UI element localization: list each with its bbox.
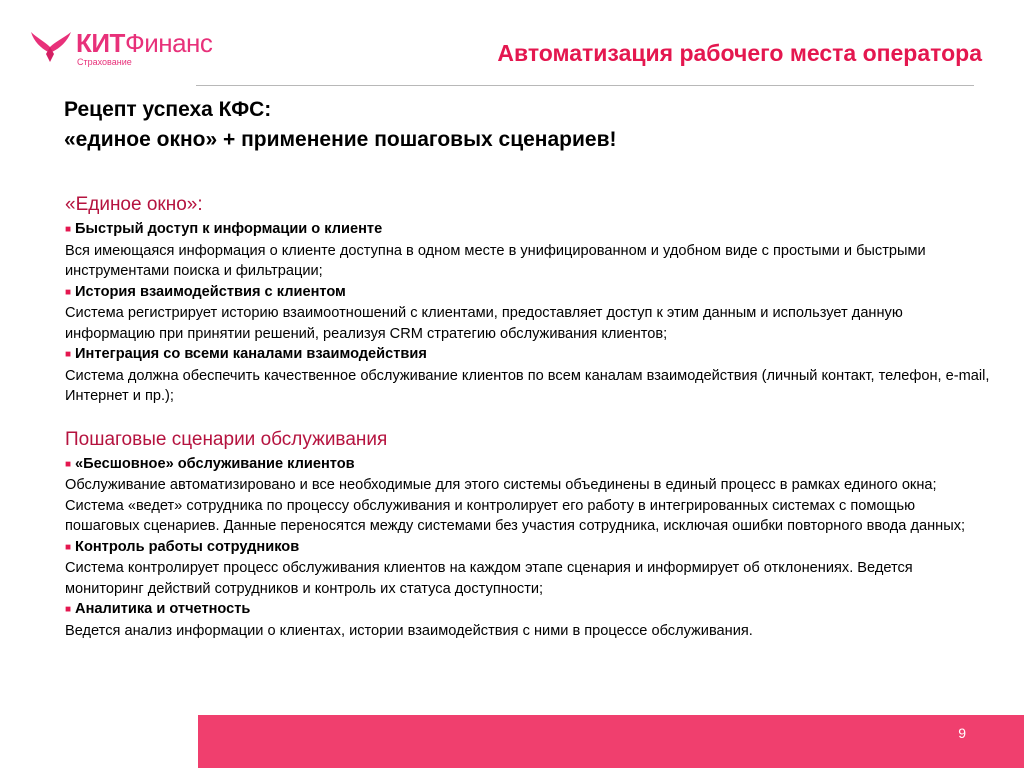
title-divider	[196, 85, 974, 86]
slide-title: Автоматизация рабочего места оператора	[497, 40, 982, 66]
point-text: Обслуживание автоматизировано и все необходимые для этого системы объединены в единый процесс в рамках единого окна;	[65, 477, 937, 493]
headline-line-1: Рецепт успеха КФС:	[64, 98, 272, 121]
point-text: Вся имеющаяся информация о клиенте доступна в одном месте в унифицированном и удобном виде с простыми и быстрыми инструментами поиска и фильтрации;	[65, 242, 926, 279]
bullet-icon: ■	[65, 224, 72, 235]
point-text-2: Система «ведет» сотрудника по процессу обслуживания и контролирует его работу в интегрированных системах с помощью пошаговых сценариев. Данные переносятся между системами без участия сотрудника, исключая ошибки повторного ввода данных;	[65, 497, 966, 534]
section-title: «Единое окно»:	[65, 194, 203, 215]
slide-content	[65, 193, 990, 641]
point-title: Быстрый доступ к информации о клиенте	[75, 221, 383, 237]
point-text: Система контролирует процесс обслуживания клиентов на каждом этапе сценария и информирует об отклонениях. Ведется мониторинг действий сотрудников и контроль их статуса доступности;	[65, 560, 913, 597]
point-fast-access	[65, 219, 990, 282]
bullet-icon: ■	[65, 286, 72, 298]
point-channel-integration	[65, 344, 990, 407]
point-seamless-service	[65, 454, 990, 537]
page-number: 9	[958, 725, 966, 741]
section-title: Пошаговые сценарии обслуживания	[65, 428, 388, 450]
brand-subtitle: Страхование	[77, 57, 132, 67]
point-staff-control	[65, 537, 990, 600]
brand-name-light: Финанс	[124, 28, 213, 58]
section-step-scenarios	[65, 428, 990, 642]
point-text: Система регистрирует историю взаимоотношений с клиентами, предоставляет доступ к этим данным и использует данную информацию при принятии решений, реализуя CRM стратегию обслуживания клиентов;	[65, 305, 903, 342]
bullet-icon: ■	[65, 458, 72, 470]
point-analytics	[65, 599, 990, 641]
bullet-icon: ■	[65, 349, 72, 360]
brand-name	[76, 28, 212, 58]
point-title: Аналитика и отчетность	[75, 601, 251, 617]
whale-tail-icon	[30, 28, 72, 64]
point-interaction-history	[65, 282, 990, 345]
headline	[64, 95, 617, 155]
point-title: Контроль работы сотрудников	[75, 538, 300, 555]
footer-bar	[198, 715, 1024, 768]
section-single-window	[65, 193, 990, 407]
point-title: Интеграция со всеми каналами взаимодействия	[75, 346, 427, 362]
point-title: История взаимодействия с клиентом	[75, 283, 346, 300]
bullet-icon: ■	[65, 541, 72, 553]
brand-name-bold: КИТ	[76, 28, 125, 58]
point-title: «Бесшовное» обслуживание клиентов	[75, 455, 355, 472]
brand-logo	[30, 24, 220, 72]
point-text: Ведется анализ информации о клиентах, истории взаимодействия с ними в процессе обслуживания.	[65, 622, 753, 639]
point-text: Система должна обеспечить качественное обслуживание клиентов по всем каналам взаимодействия (личный контакт, телефон, e-mail, Интернет и пр.);	[65, 367, 990, 404]
bullet-icon: ■	[65, 604, 72, 615]
headline-line-2: «единое окно» + применение пошаговых сценариев!	[64, 128, 617, 151]
